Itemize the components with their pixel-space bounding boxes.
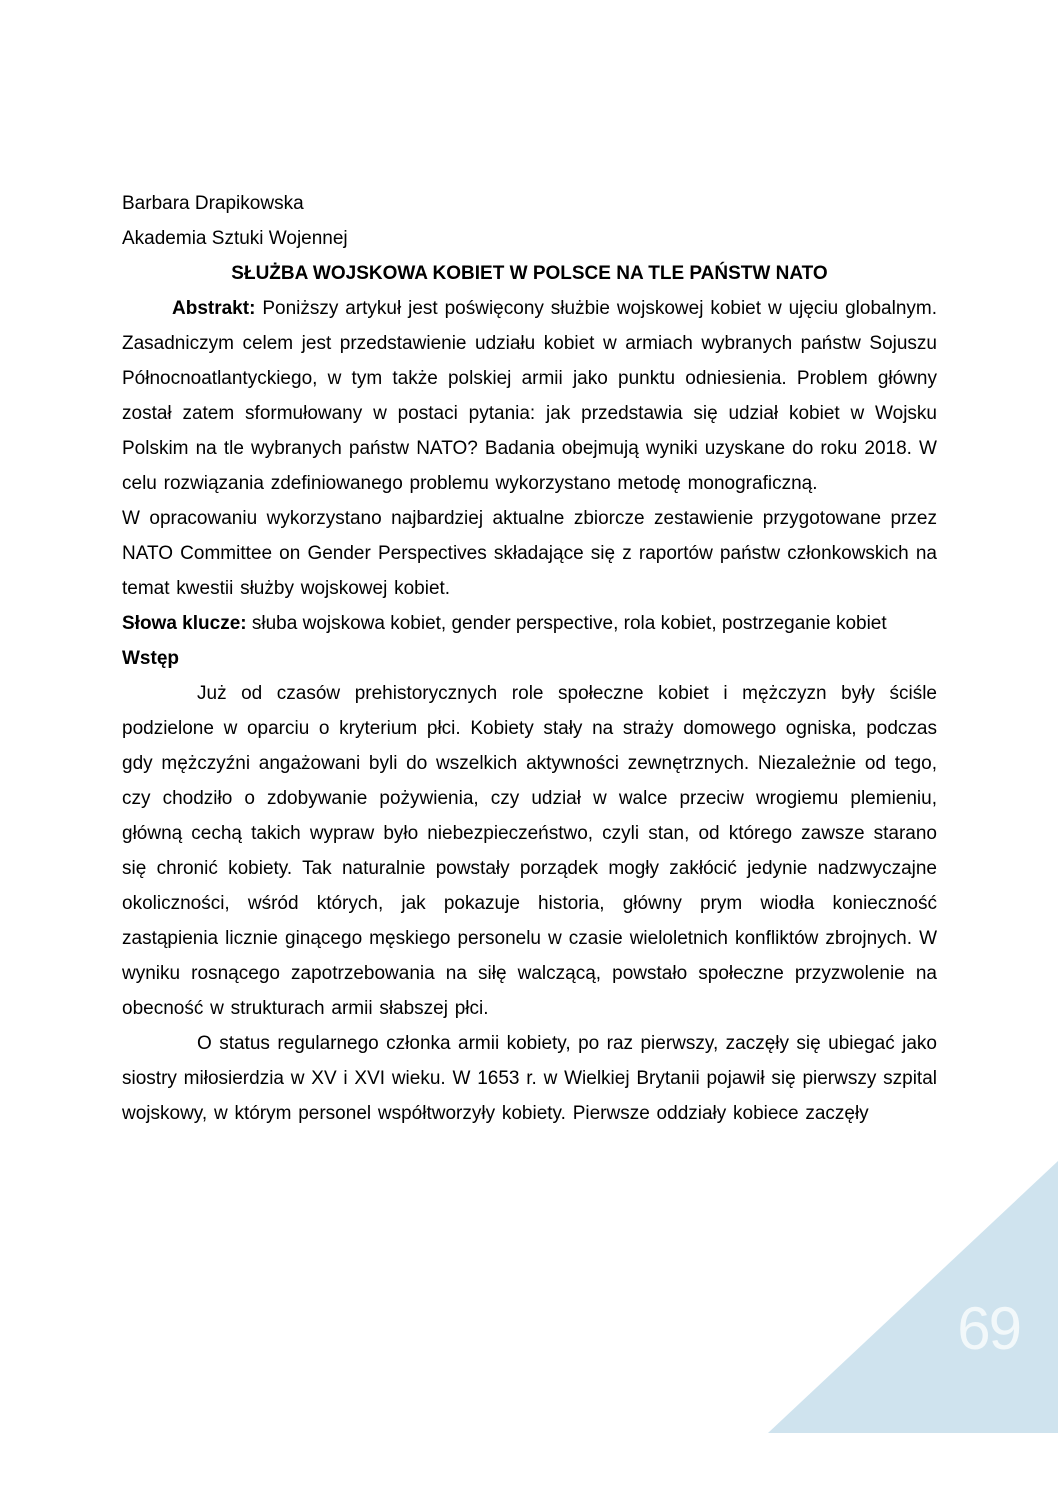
abstract-paragraph	[122, 291, 937, 501]
keywords-line	[122, 606, 937, 641]
section-heading-wstep: Wstęp	[122, 648, 179, 669]
author-block	[122, 186, 937, 256]
intro-paragraph-1: Już od czasów prehistorycznych role społeczne kobiet i mężczyzn były ściśle podzielone w oparciu o kryterium płci. Kobiety stały na straży domowego ogniska, podczas gdy mężczyźni angażowani byli do wszelkich aktywności zewnętrznych. Niezależnie od tego, czy chodziło o zdobywanie pożywienia, czy udział w walce przeciw wrogiemu plemieniu, główną cechą takich wypraw było niebezpieczeństwo, czyli stan, od którego zawsze starano się chronić kobiety. Tak naturalnie powstały porządek mogły zakłócić jedynie nadzwyczajne okoliczności, wśród których, jak pokazuje historia, główny prym wiodła konieczność zastąpienia licznie ginącego męskiego personelu w czasie wieloletnich konfliktów zbrojnych. W wyniku rosnącego zapotrzebowania na siłę walczącą, powstało społeczne przyzwolenie na obecność w strukturach armii słabszej płci.	[122, 683, 937, 1019]
abstract-text: Poniższy artykuł jest poświęcony służbie wojskowej kobiet w ujęciu globalnym. Zasadniczym celem jest przedstawienie udziału kobiet w armiach wybranych państw Sojuszu Północnoatlantyckiego, w tym także polskiej armii jako punktu odniesienia. Problem główny został zatem sformułowany w postaci pytania: jak przedstawia się udział kobiet w Wojsku Polskim na tle wybranych państw NATO? Badania obejmują wyniki uzyskane do roku 2018. W celu rozwiązania zdefiniowanego problemu wykorzystano metodę monograficzną.	[122, 298, 937, 494]
author-affiliation: Akademia Sztuki Wojennej	[122, 228, 348, 249]
page-content	[122, 186, 937, 1131]
page-number: 69	[957, 1295, 1020, 1362]
article-title: SŁUŻBA WOJSKOWA KOBIET W POLSCE NA TLE PAŃSTW NATO	[231, 263, 828, 284]
keywords-label: Słowa klucze:	[122, 613, 247, 634]
intro-paragraph-2: O status regularnego członka armii kobiety, po raz pierwszy, zaczęły się ubiegać jako siostry miłosierdzia w XV i XVI wieku. W 1653 r. w Wielkiej Brytanii pojawił się pierwszy szpital wojskowy, w którym personel współtworzyły kobiety. Pierwsze oddziały kobiece zaczęły	[122, 1033, 937, 1124]
methodology-paragraph: W opracowaniu wykorzystano najbardziej aktualne zbiorcze zestawienie przygotowane przez NATO Committee on Gender Perspectives składające się z raportów państw członkowskich na temat kwestii służby wojskowej kobiet.	[122, 508, 937, 599]
author-name: Barbara Drapikowska	[122, 193, 304, 214]
keywords-text: słuba wojskowa kobiet, gender perspective, rola kobiet, postrzeganie kobiet	[251, 613, 887, 634]
abstract-label: Abstrakt:	[172, 298, 256, 319]
